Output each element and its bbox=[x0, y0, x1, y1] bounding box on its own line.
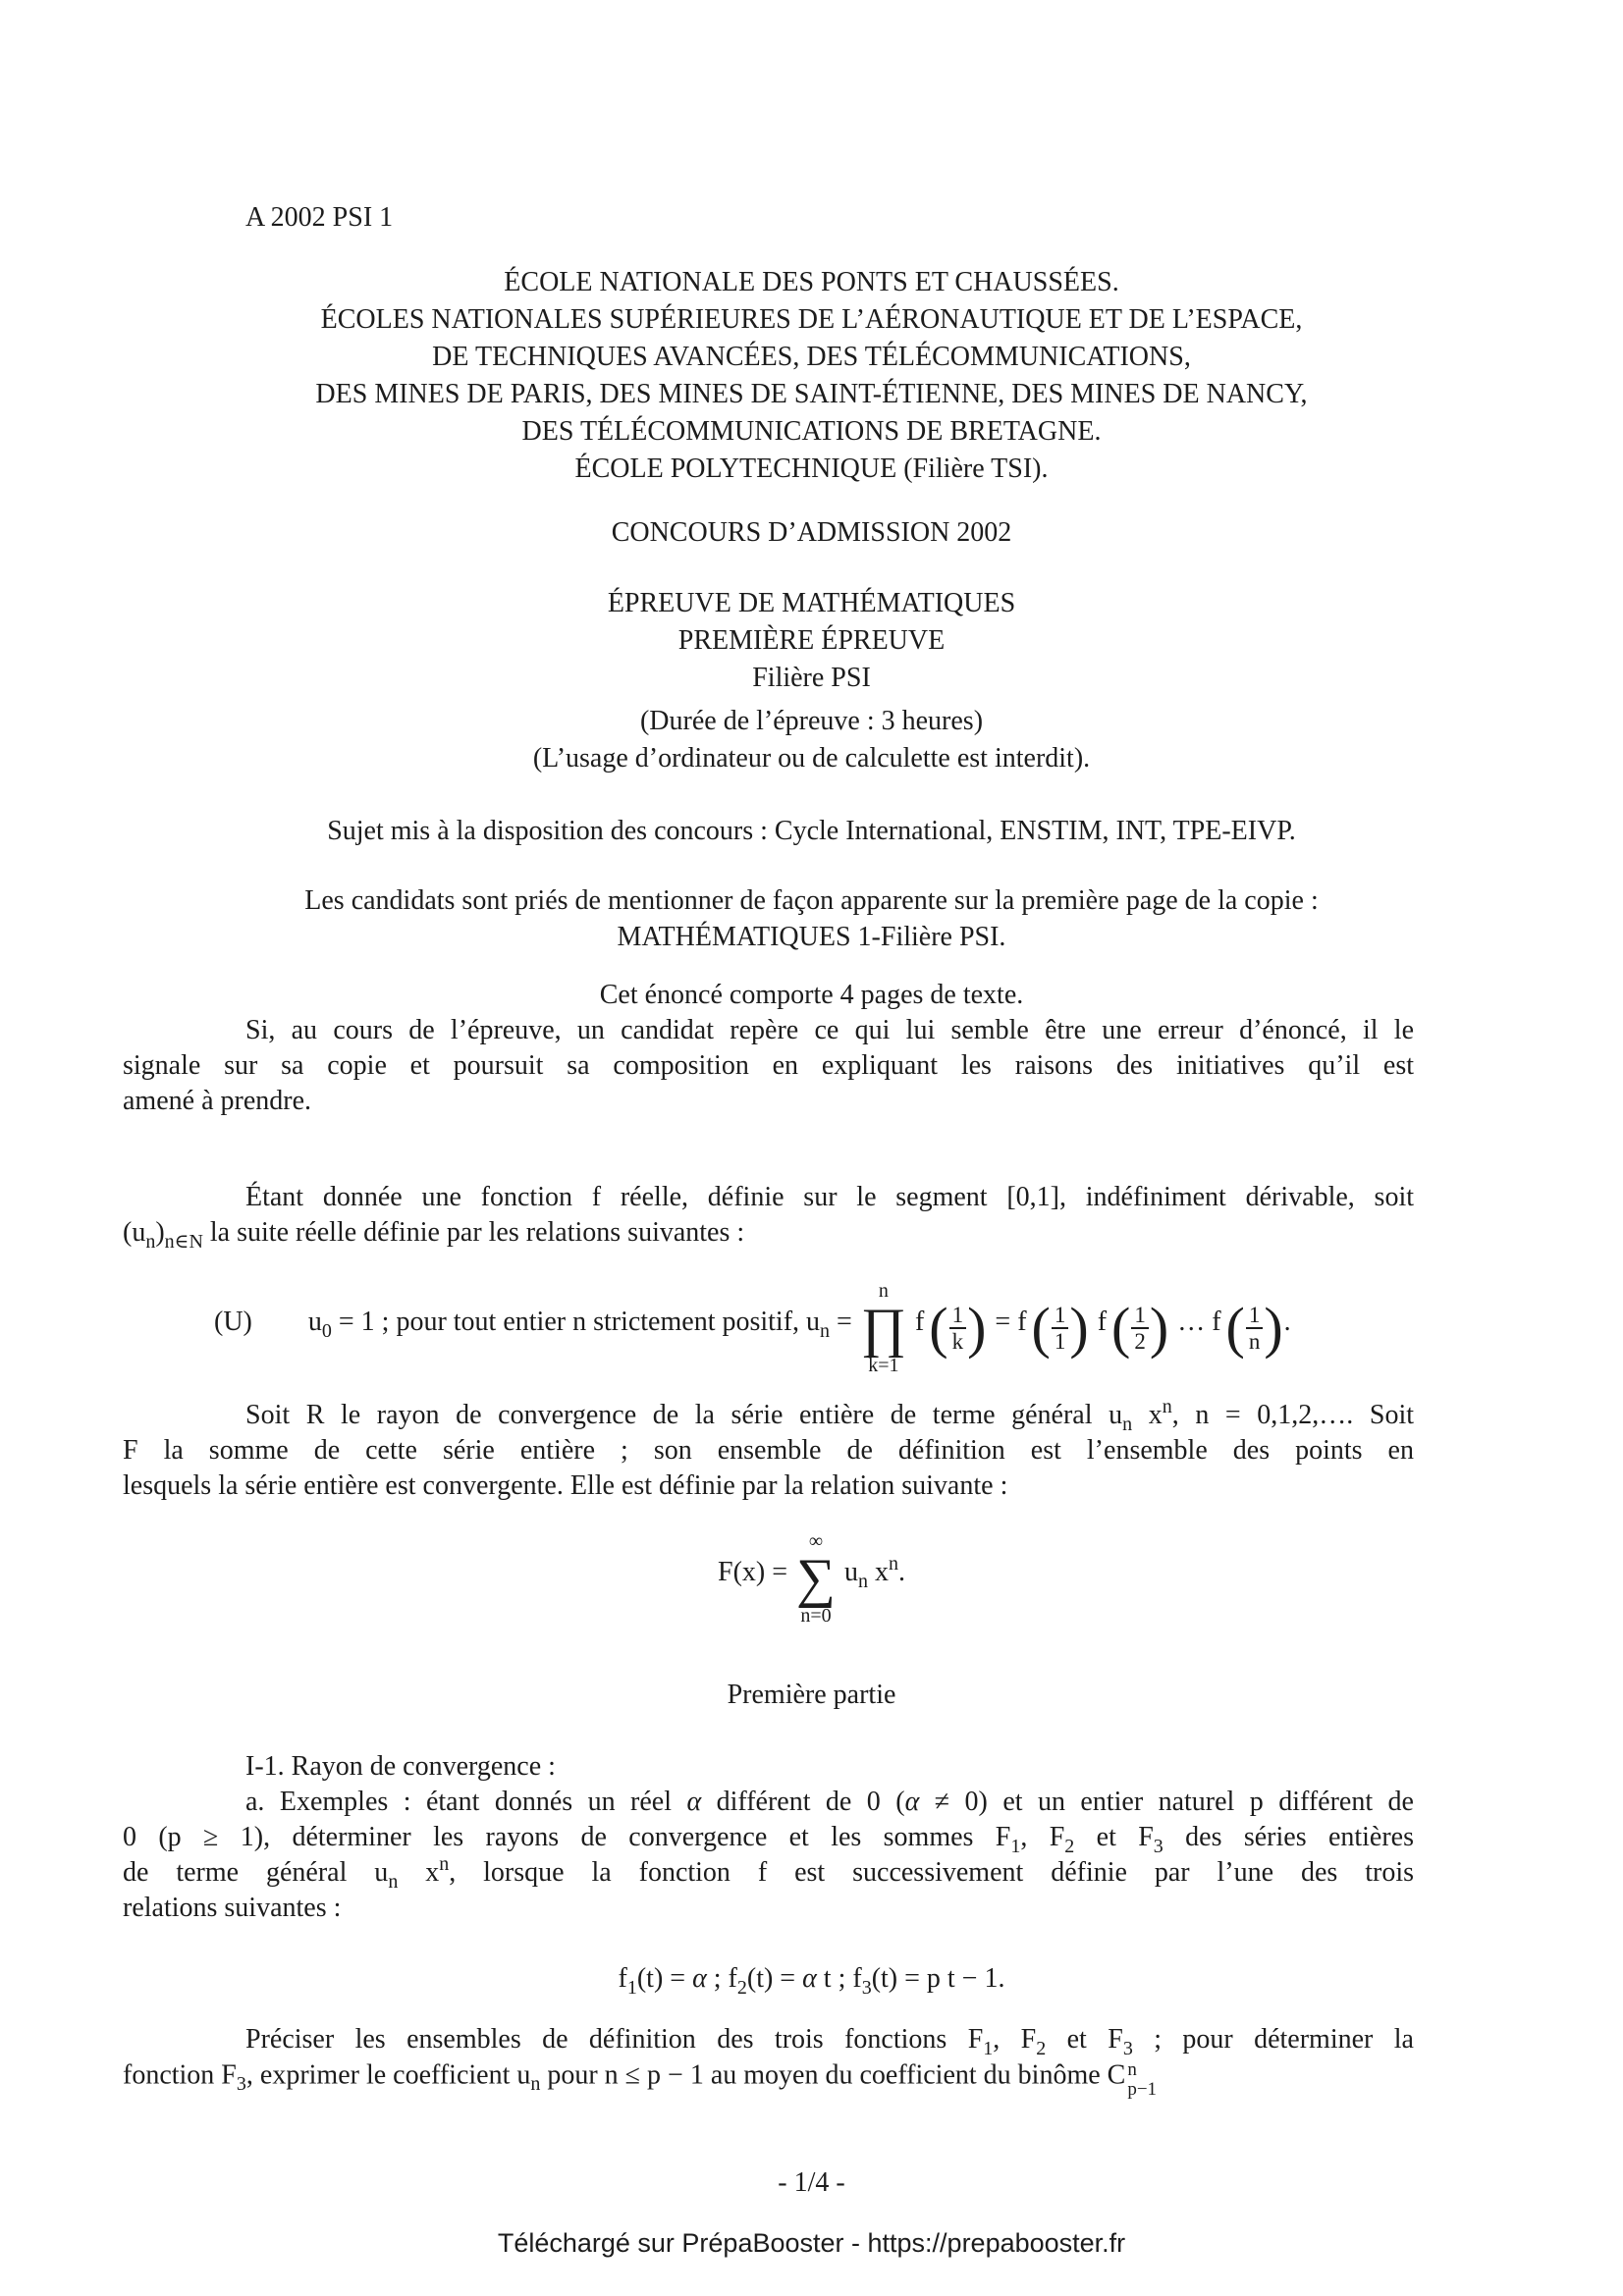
paragraph-line: Soit R le rayon de convergence de la série entière de terme général $u_n$ $x^n$, n = 0,1,2,…. Soit bbox=[245, 1396, 1415, 1435]
preciser-paragraph bbox=[123, 2022, 1414, 2100]
fraction bbox=[1052, 1303, 1069, 1354]
factor-term bbox=[995, 1296, 1089, 1360]
denominator: k bbox=[949, 1327, 967, 1354]
notice-paragraph bbox=[123, 1013, 1414, 1119]
fraction-parens bbox=[1031, 1296, 1089, 1360]
equation-rhs: $u_n$ $x^n$. bbox=[843, 1553, 905, 1592]
numerator: 1 bbox=[1134, 1303, 1146, 1327]
paragraph-line: $(u_n)_{n\in N}$ la suite réelle définie par les relations suivantes : bbox=[123, 1217, 745, 1253]
factor-pre: … f bbox=[1177, 1307, 1221, 1337]
factor-term bbox=[914, 1296, 987, 1360]
product-upper-limit: n bbox=[878, 1280, 889, 1302]
epreuve-subtitle: PREMIÈRE ÉPREUVE bbox=[677, 625, 946, 656]
notice-center-line: Cet énoncé comporte 4 pages de texte. bbox=[599, 980, 1024, 1010]
exam-code: A 2002 PSI 1 bbox=[245, 202, 394, 233]
paragraph-line: lesquels la série entière est convergente. Elle est définie par la relation suivante : bbox=[123, 1470, 1008, 1501]
usage-line: (L’usage d’ordinateur ou de calculette est interdit). bbox=[532, 743, 1091, 774]
factor-term bbox=[1177, 1296, 1283, 1360]
paragraph-line: de terme général $u_n$ $x^n$, lorsque la fonction f est successivement définie par l’une des trois bbox=[123, 1853, 1414, 1893]
page-number: - 1/4 - bbox=[778, 2167, 845, 2198]
section-i1 bbox=[123, 1749, 1414, 1926]
paragraph-line: fonction $F_3$, exprimer le coefficient $u_n$ pour n ≤ p − 1 au moyen du coefficient du binôme C n p−1 bbox=[123, 2059, 1158, 2100]
paragraph-line: Étant donnée une fonction f réelle, définie sur le segment [0,1], indéfiniment dérivable, soit bbox=[245, 1182, 1414, 1212]
section-heading: I-1. Rayon de convergence : bbox=[245, 1751, 556, 1782]
equation-period: . bbox=[1283, 1307, 1291, 1337]
numerator: 1 bbox=[1054, 1303, 1066, 1327]
product-operator bbox=[861, 1280, 906, 1376]
numerator: 1 bbox=[1248, 1303, 1261, 1327]
paragraph-line: relations suivantes : bbox=[123, 1893, 342, 1923]
school-line: ÉCOLE POLYTECHNIQUE (Filière TSI). bbox=[574, 454, 1049, 484]
fraction-parens bbox=[929, 1296, 987, 1360]
sum-symbol: ∑ bbox=[796, 1548, 836, 1609]
open-paren: ( bbox=[1111, 1296, 1131, 1360]
factor-pre: f bbox=[914, 1307, 925, 1337]
denominator: 1 bbox=[1052, 1327, 1069, 1354]
school-line: DES TÉLÉCOMMUNICATIONS DE BRETAGNE. bbox=[521, 416, 1102, 447]
open-paren: ( bbox=[1031, 1296, 1051, 1360]
fraction bbox=[949, 1303, 967, 1354]
product-lower-limit: k=1 bbox=[868, 1355, 899, 1376]
open-paren: ( bbox=[929, 1296, 948, 1360]
paragraph-line: 0 (p ≥ 1), déterminer les rayons de convergence et les sommes $F_1$, $F_2$ et $F_3$ des séries entières bbox=[123, 1822, 1415, 1857]
paragraph-line: Si, au cours de l’épreuve, un candidat repère ce qui lui semble être une erreur d’énoncé, il le bbox=[245, 1015, 1414, 1045]
candidats-block bbox=[0, 882, 1623, 955]
factor-term bbox=[1097, 1296, 1169, 1360]
school-line: ÉCOLE NATIONALE DES PONTS ET CHAUSSÉES. bbox=[504, 267, 1119, 297]
equation-lhs: $u_0 = 1$ ; pour tout entier n strictement positif, $u_n$ = bbox=[307, 1307, 852, 1342]
epreuve-title: ÉPREUVE DE MATHÉMATIQUES bbox=[607, 588, 1016, 618]
fraction-parens bbox=[1225, 1296, 1283, 1360]
fraction-parens bbox=[1111, 1296, 1169, 1360]
product-symbol: ∏ bbox=[860, 1298, 906, 1359]
paragraph-line: a. Exemples : étant donnés un réel α différent de 0 (α ≠ 0) et un entier naturel p différent de bbox=[245, 1787, 1414, 1817]
equation-f123: $f_1(t) = \alpha$ ; $f_2(t) = \alpha$ t ; $f_3(t) = p$ t − 1. bbox=[618, 1963, 1005, 1999]
part-title: Première partie bbox=[727, 1680, 896, 1710]
school-line: DES MINES DE PARIS, DES MINES DE SAINT-ÉTIENNE, DES MINES DE NANCY, bbox=[315, 379, 1308, 409]
close-paren: ) bbox=[967, 1296, 987, 1360]
serie-paragraph bbox=[123, 1398, 1414, 1504]
school-line: ÉCOLES NATIONALES SUPÉRIEURES DE L’AÉRONAUTIQUE ET DE L’ESPACE, bbox=[320, 304, 1303, 335]
denominator: n bbox=[1246, 1327, 1264, 1354]
equation-fx bbox=[0, 1523, 1623, 1633]
equation-label: (U) bbox=[214, 1307, 252, 1337]
fraction bbox=[1246, 1303, 1264, 1354]
concours-title: CONCOURS D’ADMISSION 2002 bbox=[611, 517, 1012, 548]
close-paren: ) bbox=[1149, 1296, 1169, 1360]
paragraph-line: Préciser les ensembles de définition des trois fonctions $F_1$, $F_2$ et $F_3$ ; pour déterminer la bbox=[245, 2024, 1414, 2059]
download-credit: Téléchargé sur PrépaBooster - https://prepabooster.fr bbox=[497, 2228, 1126, 2258]
sum-operator bbox=[796, 1530, 836, 1627]
intro-paragraph bbox=[123, 1180, 1414, 1251]
sum-upper-limit: ∞ bbox=[808, 1530, 824, 1552]
paragraph-line: F la somme de cette série entière ; son ensemble de définition est l’ensemble des points en bbox=[123, 1435, 1414, 1466]
schools-header bbox=[0, 264, 1623, 488]
sum-lower-limit: n=0 bbox=[800, 1605, 832, 1627]
equation-lhs: F(x) = bbox=[718, 1557, 788, 1587]
filiere-line: Filière PSI bbox=[752, 663, 871, 693]
close-paren: ) bbox=[1069, 1296, 1089, 1360]
paragraph-line: signale sur sa copie et poursuit sa composition en expliquant les raisons des initiatives qu’il est bbox=[123, 1050, 1414, 1081]
equation-u bbox=[214, 1272, 1291, 1384]
numerator: 1 bbox=[951, 1303, 964, 1327]
factor-pre: = f bbox=[995, 1307, 1027, 1337]
school-line: DE TECHNIQUES AVANCÉES, DES TÉLÉCOMMUNICATIONS, bbox=[432, 342, 1191, 372]
maths-filiere-line: MATHÉMATIQUES 1-Filière PSI. bbox=[617, 922, 1006, 952]
epreuve-block bbox=[0, 585, 1623, 697]
open-paren: ( bbox=[1225, 1296, 1245, 1360]
sujet-line: Sujet mis à la disposition des concours : Cycle International, ENSTIM, INT, TPE-EIVP. bbox=[327, 816, 1296, 846]
duree-block bbox=[0, 703, 1623, 777]
duree-line: (Durée de l’épreuve : 3 heures) bbox=[639, 706, 984, 736]
factor-pre: f bbox=[1097, 1307, 1108, 1337]
denominator: 2 bbox=[1131, 1327, 1149, 1354]
candidats-line: Les candidats sont priés de mentionner de façon apparente sur la première page de la copie : bbox=[304, 885, 1319, 916]
fraction bbox=[1131, 1303, 1149, 1354]
paragraph-line: amené à prendre. bbox=[123, 1086, 311, 1116]
close-paren: ) bbox=[1264, 1296, 1283, 1360]
